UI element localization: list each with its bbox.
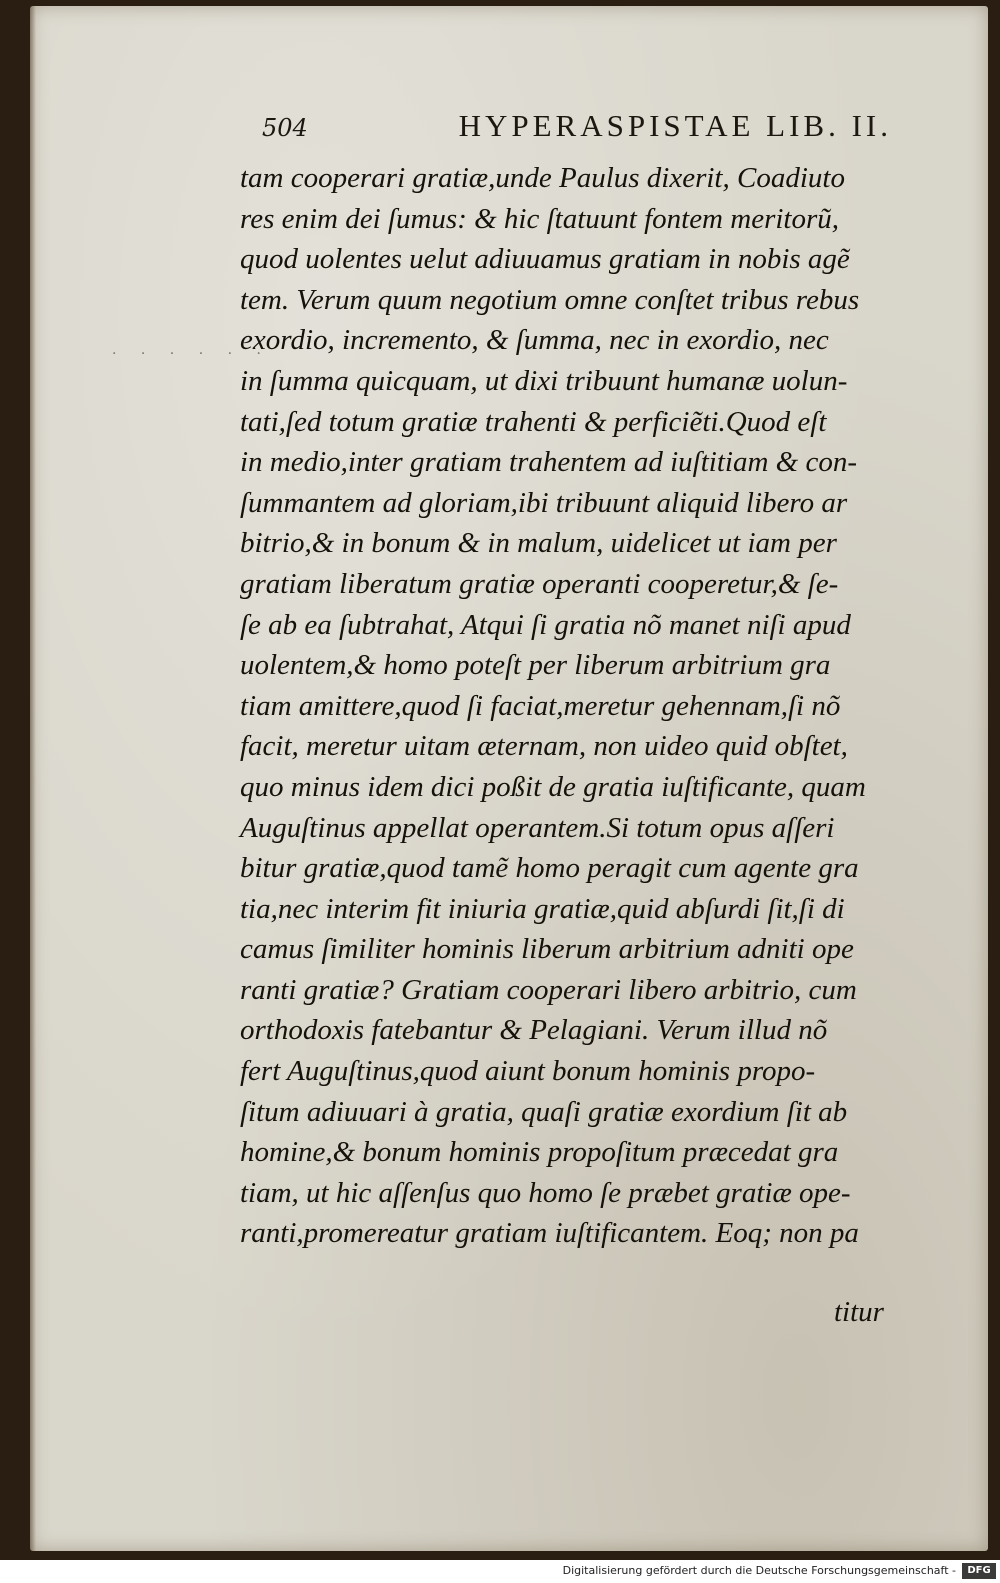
text-line: tiam, ut hic aſſenſus quo homo ſe præbet gratiæ ope-	[240, 1176, 851, 1209]
page-gutter-shadow	[30, 6, 36, 1551]
text-line: ranti gratiæ? Gratiam cooperari libero arbitrio, cum	[240, 973, 857, 1006]
funding-credit: Digitalisierung gefördert durch die Deutsche Forschungsgemeinschaft -	[562, 1564, 956, 1577]
text-line: uolentem,& homo poteſt per liberum arbitrium gra	[240, 649, 831, 682]
page-number: 504	[262, 114, 308, 142]
text-line: ſummantem ad gloriam,ibi tribuunt aliquid libero ar	[240, 486, 848, 519]
page-header	[262, 108, 892, 144]
text-line: quod uolentes uelut adiuuamus gratiam in nobis agẽ	[240, 243, 850, 276]
text-line: facit, meretur uitam æternam, non uideo quid obſtet,	[240, 730, 848, 763]
text-line: tati,ſed totum gratiæ trahenti & perficiẽti.Quod eſt	[240, 405, 827, 438]
margin-dots: · · · · · ·	[112, 346, 271, 362]
text-line: quo minus idem dici poßit de gratia iuſtificante, quam	[240, 770, 866, 803]
text-line: ſe ab ea ſubtrahat, Atqui ſi gratia nõ manet niſi apud	[240, 608, 851, 641]
text-line: tem. Verum quum negotium omne conſtet tribus rebus	[240, 283, 860, 316]
dfg-logo: DFG	[962, 1563, 996, 1579]
text-line: gratiam liberatum gratiæ operanti cooperetur,& ſe-	[240, 567, 839, 600]
text-line: orthodoxis fatebantur & Pelagiani. Verum illud nõ	[240, 1014, 828, 1047]
text-line: camus ſimiliter hominis liberum arbitrium adniti ope	[240, 933, 854, 966]
text-line: Auguſtinus appellat operantem.Si totum opus aſſeri	[240, 811, 835, 844]
text-line: tam cooperari gratiæ,unde Paulus dixerit, Coadiuto	[240, 162, 845, 194]
digitization-footer	[0, 1560, 1000, 1583]
text-line: homine,& bonum hominis propoſitum præcedat gra	[240, 1136, 839, 1169]
text-line: exordio, incremento, & ſumma, nec in exordio, nec	[240, 324, 829, 357]
text-line: res enim dei ſumus: & hic ſtatuunt fontem meritorũ,	[240, 202, 840, 235]
text-line: in medio,inter gratiam trahentem ad iuſtitiam & con-	[240, 446, 858, 479]
text-line: bitrio,& in bonum & in malum, uidelicet ut iam per	[240, 527, 837, 560]
running-title: HYPERASPISTAE LIB. II.	[458, 108, 892, 143]
text-line: tiam amittere,quod ſi faciat,meretur gehennam,ſi nõ	[240, 689, 841, 722]
text-line: in ſumma quicquam, ut dixi tribuunt humanæ uolun-	[240, 364, 848, 397]
catchword: titur	[834, 1296, 884, 1328]
text-line: ſitum adiuuari à gratia, quaſi gratiæ exordium ſit ab	[240, 1095, 848, 1128]
text-line: ranti,promereatur gratiam iuſtificantem. Eoq; non pa	[240, 1217, 859, 1250]
text-line: tia,nec interim fit iniuria gratiæ,quid abſurdi ſit,ſi di	[240, 892, 845, 925]
body-text	[240, 158, 925, 1254]
text-line: bitur gratiæ,quod tamẽ homo peragit cum agente gra	[240, 852, 859, 885]
text-line: fert Auguſtinus,quod aiunt bonum hominis propo-	[240, 1055, 816, 1088]
